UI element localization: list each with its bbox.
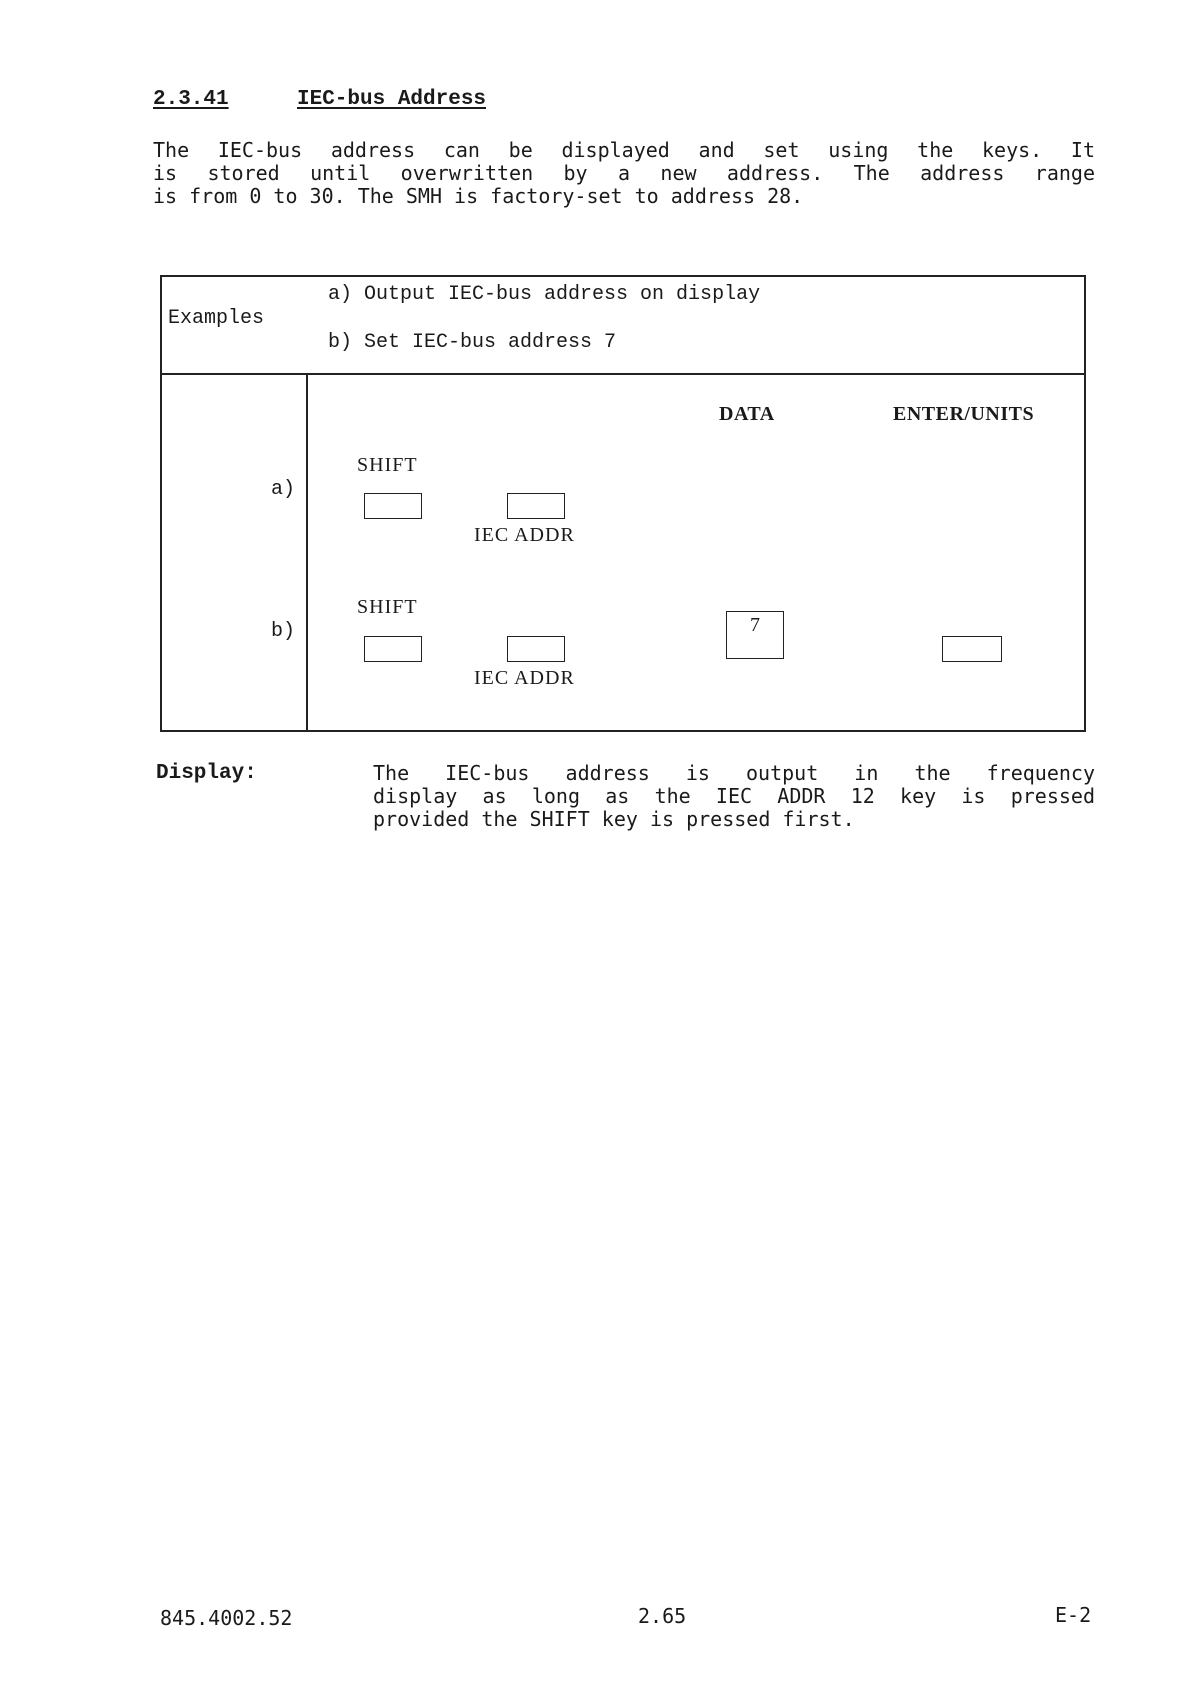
- intro-paragraph: [153, 139, 1095, 208]
- enter-units-key[interactable]: [942, 636, 1002, 662]
- iec-addr-key-label: IEC ADDR: [474, 667, 575, 689]
- table-border-bottom: [160, 730, 1086, 732]
- display-line: The IEC-bus address is output in the frequency: [373, 761, 1095, 785]
- column-header-enter-units: ENTER/UNITS: [893, 403, 1035, 425]
- shift-key-label: SHIFT: [357, 454, 418, 476]
- data-key-7[interactable]: [726, 611, 784, 659]
- intro-line: The IEC-bus address can be displayed and set using the keys. It: [153, 138, 1095, 162]
- examples-label: Examples: [168, 307, 265, 330]
- table-divider-vertical: [306, 373, 308, 732]
- iec-addr-key[interactable]: [507, 493, 565, 519]
- shift-key[interactable]: [364, 636, 422, 662]
- table-border-top: [160, 275, 1086, 277]
- table-border-right: [1084, 275, 1086, 732]
- display-line: display as long as the IEC ADDR 12 key is pressed: [373, 784, 1095, 808]
- shift-key-label: SHIFT: [357, 596, 418, 618]
- shift-key[interactable]: [364, 493, 422, 519]
- footer-document-number: 845.4002.52: [160, 1606, 293, 1630]
- table-divider-horizontal: [160, 373, 1086, 375]
- table-border-left: [160, 275, 162, 732]
- footer-page-number: 2.65: [638, 1604, 687, 1628]
- example-a-text: a) Output IEC-bus address on display: [328, 283, 761, 306]
- example-b-text: b) Set IEC-bus address 7: [328, 331, 617, 354]
- row-b-marker: b): [271, 620, 296, 643]
- data-key-7-label: 7: [750, 614, 761, 636]
- display-label: Display:: [156, 762, 257, 785]
- display-paragraph: [373, 762, 1095, 831]
- section-number: 2.3.41: [153, 88, 229, 111]
- intro-line: is stored until overwritten by a new address. The address range: [153, 161, 1095, 185]
- display-line: provided the SHIFT key is pressed first.: [373, 807, 855, 831]
- iec-addr-key[interactable]: [507, 636, 565, 662]
- row-a-marker: a): [271, 478, 296, 501]
- section-title: IEC-bus Address: [297, 88, 487, 111]
- iec-addr-key-label: IEC ADDR: [474, 524, 575, 546]
- column-header-data: DATA: [719, 403, 775, 425]
- footer-edition: E-2: [1055, 1603, 1092, 1627]
- intro-line: is from 0 to 30. The SMH is factory-set to address 28.: [153, 184, 804, 208]
